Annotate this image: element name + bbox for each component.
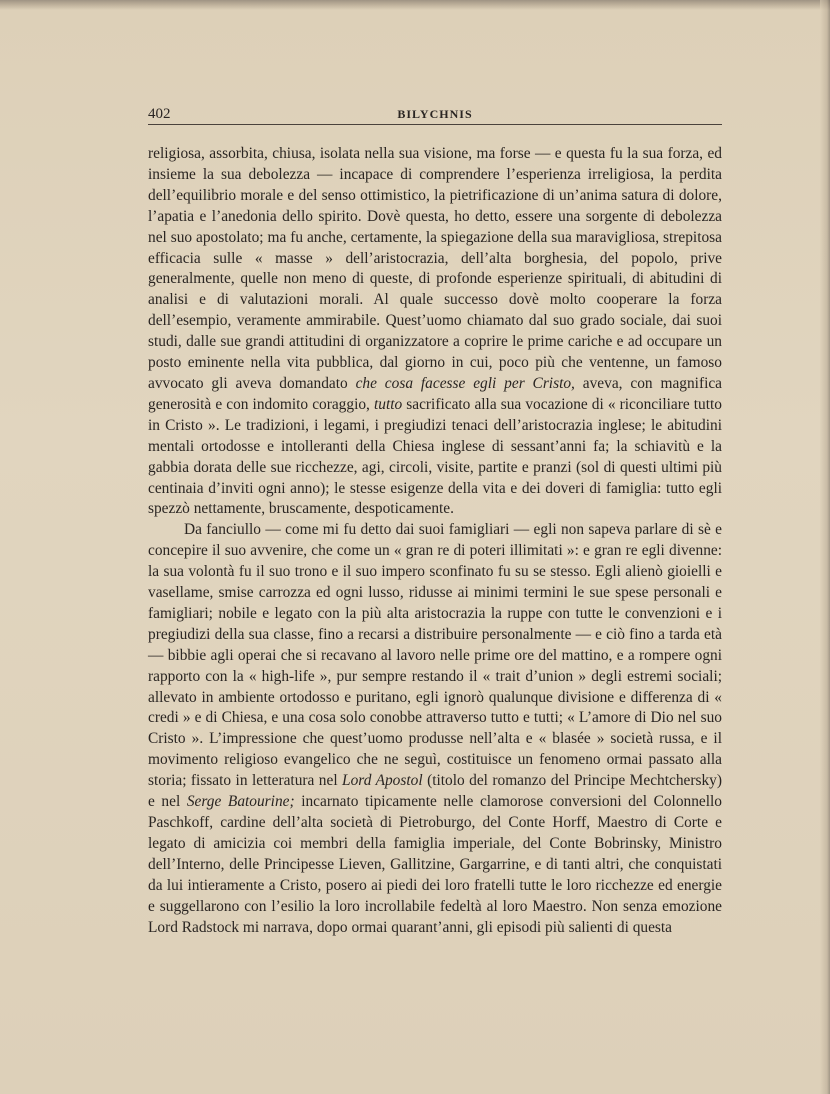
- italic-text: Lord Apostol: [342, 772, 423, 790]
- italic-text: Serge Batourine;: [186, 793, 295, 811]
- text-run: religiosa, assorbita, chiusa, isolata nella sua visione, ma forse — e questa fu la sua forza, ed insieme la sua debolezza — incapace di comprendere l’esperienza irreligiosa, la perdita dell’equilibrio morale e del senso ottimistico, la pietrificazione di un’anima satura di dolore, l’apatia e l’anedonia dello spirito. Dovè questa, ho detto, essere una sorgente di debolezza nel suo apostolato; ma fu anche, certamente, la spiegazione della sua maravigliosa, strepitosa efficacia sulle « masse » dell’aristocrazia, dell’alta borghesia, del popolo, prive generalmente, quelle non meno di queste, di profonde esperienze spirituali, di abitudini di analisi e di valutazioni morali. Al quale successo dovè molto cooperare la forza dell’esempio, veramente ammirabile. Quest’uomo chiamato dal suo grado sociale, dai suoi studi, dalle sue grandi attitudini di organizzatore a coprire le prime cariche e ad occupare un posto eminente nella vita pubblica, dal giorno in cui, poco più che ventenne, un famoso avvocato gli aveva domandato: [148, 145, 722, 392]
- paragraph: [148, 144, 722, 520]
- text-run: incarnato tipicamente nelle clamorose conversioni del Colonnello Paschkoff, cardine dell’alta società di Pietroburgo, del Conte Horff, Maestro di Corte e legato di amicizia coi membri della famiglia imperiale, del Conte Bobrinsky, Ministro dell’Interno, delle Principesse Lieven, Gallitzine, Gargarrine, e di tanti altri, che conquistati da lui intieramente a Cristo, posero ai piedi dei loro fratelli tutte le loro ricchezze ed energie e suggellarono con l’esilio la loro incrollabile fedeltà al loro Maestro. Non senza emozione Lord Radstock mi narrava, dopo ormai quarant’anni, gli episodi più salienti di questa: [148, 793, 722, 936]
- body-text: [148, 144, 722, 938]
- paragraph: [148, 520, 722, 938]
- page-header: [148, 106, 722, 122]
- page-number: 402: [148, 106, 171, 122]
- text-run: (titolo del romanzo del Principe Mechtchersky) e nel: [148, 772, 722, 811]
- page-right-edge: [820, 0, 830, 1094]
- italic-text: tutto: [373, 395, 403, 413]
- running-title: BILYCHNIS: [397, 107, 473, 121]
- italic-text: che cosa facesse egli per Cristo,: [355, 374, 575, 392]
- page-top-edge: [0, 0, 830, 10]
- header-rule: [148, 124, 722, 125]
- text-run: Da fanciullo — come mi fu detto dai suoi famigliari — egli non sapeva parlare di sè e concepire il suo avvenire, che come un « gran re di poteri illimitati »: e gran re egli divenne: la sua volontà fu il suo trono e il suo impero sconfinato fu su se stesso. Egli alienò gioielli e vasellame, smise carrozza ed ogni lusso, ridusse ai minimi termini le sue spese personali e famigliari; nobile e legato con la più alta aristocrazia la ruppe con tutte le convenzioni e i pregiudizi della sua classe, fino a recarsi a distribuire personalmente — e ciò fino a tarda età — bibbie agli operai che si recavano al lavoro nelle prime ore del mattino, e a rompere ogni rapporto con la « high-life », pur sempre restando il « trait d’union » degli estremi sociali; allevato in ambiente ortodosso e puritano, egli ignorò qualunque divisione e differenza di « credi » e di Chiesa, e una cosa solo conobbe attraverso tutto e tutti; « L’amore di Dio nel suo Cristo ». L’impressione che quest’uomo produsse nell’alta e « blasée » società russa, e il movimento religioso evangelico che ne seguì, costituisce un fenomeno ormai passato alla storia; fissato in letteratura nel: [148, 521, 722, 790]
- text-run: aveva, con magnifica generosità e con indomito coraggio,: [148, 374, 723, 413]
- text-run: sacrificato alla sua vocazione di « riconciliare tutto in Cristo ». Le tradizioni, i legami, i pregiudizi tenaci dell’aristocrazia inglese; le abitudini mentali ortodosse e intolleranti della Chiesa inglese di sessant’anni fa; la schiavitù e la gabbia dorata delle sue ricchezze, agi, circoli, visite, partite e pranzi (sol di questi ultimi più centinaia d’inviti ogni anno); le stesse esigenze della vita e dei doveri di famiglia: tutto egli spezzò nettamente, bruscamente, despoticamente.: [148, 395, 723, 518]
